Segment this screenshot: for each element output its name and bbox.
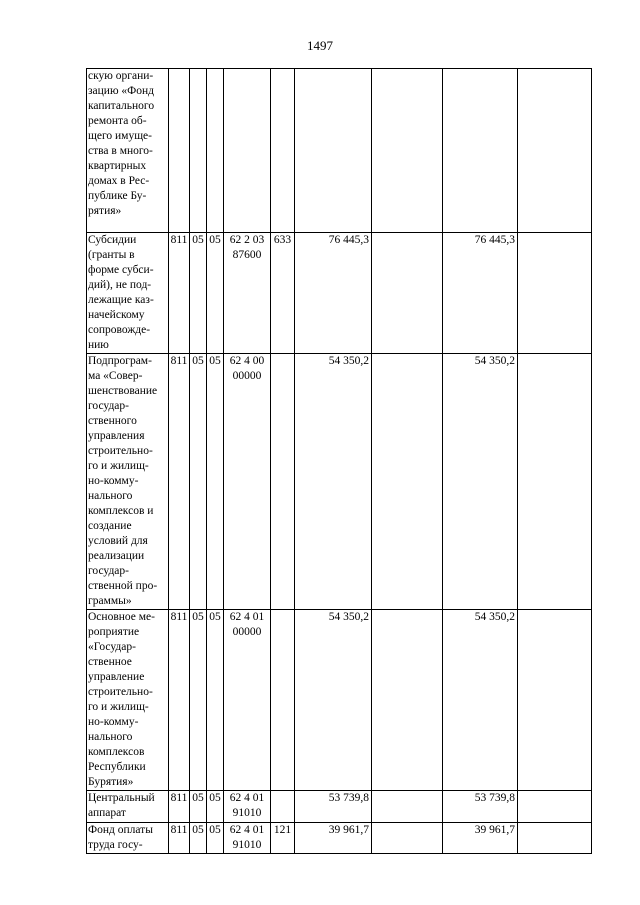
amount-empty [372,823,443,854]
expense-type-code: 633 [271,233,295,354]
amount-total [443,69,518,233]
table-row [87,610,592,791]
amount: 76 445,3 [295,233,372,354]
section-code: 05 [190,610,207,791]
table-row [87,69,592,233]
notes-cell [518,233,592,354]
table-row [87,354,592,610]
notes-cell [518,354,592,610]
section-code: 05 [190,233,207,354]
amount-total: 54 350,2 [443,610,518,791]
ved-code: 811 [169,354,190,610]
ved-code: 811 [169,823,190,854]
table-row [87,823,592,854]
amount-empty [372,233,443,354]
amount: 53 739,8 [295,791,372,823]
section-code: 05 [190,823,207,854]
target-code: 62 4 01 91010 [224,791,271,823]
subsection-code: 05 [207,233,224,354]
subsection-code: 05 [207,610,224,791]
subsection-code: 05 [207,823,224,854]
amount-empty [372,69,443,233]
page-number: 1497 [307,38,333,53]
row-name: Подпрограм- ма «Совер- шенствование государ- ственного управления строительно- го и жилищ- но-комму- нального комплексов и создание условий для реализации государ- ственной про- граммы» [87,354,169,610]
row-name: Основное ме- роприятие «Государ- ственное управление строительно- го и жилищ- но-комму- нального комплексов Республики Бурятия» [87,610,169,791]
target-code: 62 2 03 87600 [224,233,271,354]
expense-type-code [271,791,295,823]
amount-total: 54 350,2 [443,354,518,610]
expense-type-code [271,354,295,610]
budget-table [86,68,592,854]
target-code [224,69,271,233]
amount: 54 350,2 [295,354,372,610]
notes-cell [518,69,592,233]
ved-code: 811 [169,791,190,823]
amount-total: 53 739,8 [443,791,518,823]
amount [295,69,372,233]
table-row [87,233,592,354]
subsection-code: 05 [207,354,224,610]
subsection-code: 05 [207,791,224,823]
table-row [87,791,592,823]
section-code: 05 [190,791,207,823]
row-name: Центральный аппарат [87,791,169,823]
amount-total: 39 961,7 [443,823,518,854]
target-code: 62 4 00 00000 [224,354,271,610]
amount: 39 961,7 [295,823,372,854]
expense-type-code: 121 [271,823,295,854]
amount: 54 350,2 [295,610,372,791]
amount-empty [372,610,443,791]
subsection-code [207,69,224,233]
target-code: 62 4 01 91010 [224,823,271,854]
notes-cell [518,610,592,791]
amount-empty [372,791,443,823]
amount-total: 76 445,3 [443,233,518,354]
ved-code: 811 [169,233,190,354]
target-code: 62 4 01 00000 [224,610,271,791]
row-name: Фонд оплаты труда госу- [87,823,169,854]
row-name: Субсидии (гранты в форме субси- дий), не под- лежащие каз- начейскому сопровожде- нию [87,233,169,354]
ved-code: 811 [169,610,190,791]
notes-cell [518,823,592,854]
notes-cell [518,791,592,823]
expense-type-code [271,69,295,233]
amount-empty [372,354,443,610]
ved-code [169,69,190,233]
section-code [190,69,207,233]
row-name: скую органи- зацию «Фонд капитального ремонта об- щего имуще- ства в много- квартирных домах в Рес- публике Бу- рятия» [87,69,169,233]
expense-type-code [271,610,295,791]
section-code: 05 [190,354,207,610]
